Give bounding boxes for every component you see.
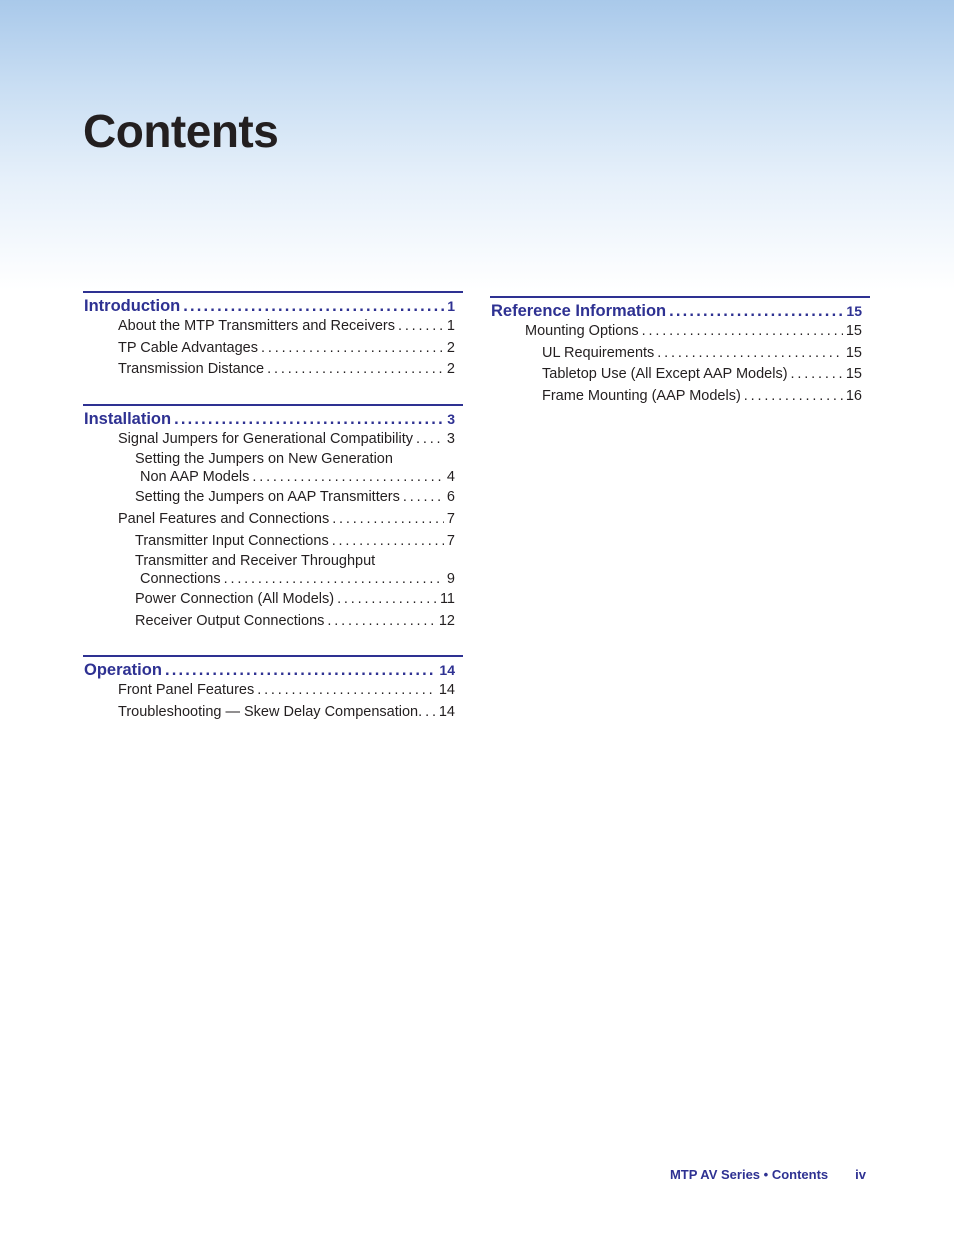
dot-leader bbox=[257, 680, 436, 702]
dot-leader bbox=[332, 509, 444, 531]
toc-entry[interactable] bbox=[490, 321, 870, 343]
dot-leader bbox=[425, 702, 436, 724]
section-title: Reference Information bbox=[491, 302, 667, 320]
dot-leader bbox=[174, 410, 444, 429]
entry-label: Transmission Distance bbox=[118, 361, 265, 378]
entry-label: Power Connection (All Models) bbox=[135, 591, 335, 608]
dot-leader bbox=[744, 386, 843, 408]
dot-leader bbox=[252, 468, 444, 487]
toc-entry[interactable] bbox=[490, 343, 870, 365]
dot-leader bbox=[327, 611, 435, 633]
toc-entry[interactable] bbox=[83, 338, 463, 360]
entry-label-line1: Setting the Jumpers on New Generation bbox=[135, 451, 393, 468]
entry-page-number: 2 bbox=[446, 361, 455, 378]
dot-leader bbox=[416, 429, 444, 451]
toc-entry[interactable] bbox=[83, 487, 463, 509]
entry-label-line2: Connections bbox=[140, 571, 221, 588]
entry-page-number: 6 bbox=[446, 489, 455, 506]
toc-section-operation bbox=[83, 655, 463, 723]
entry-page-number: 16 bbox=[845, 387, 862, 404]
entry-page-number: 14 bbox=[438, 703, 455, 720]
entry-label: Troubleshooting — Skew Delay Compensation. bbox=[118, 703, 423, 720]
dot-leader bbox=[403, 487, 444, 509]
toc-entry[interactable] bbox=[490, 364, 870, 386]
entry-label-line1: Transmitter and Receiver Throughput bbox=[135, 553, 376, 570]
dot-leader bbox=[183, 297, 444, 316]
dot-leader bbox=[261, 338, 444, 360]
section-page-number: 1 bbox=[447, 298, 455, 314]
toc-entry[interactable] bbox=[83, 680, 463, 702]
entry-label: Tabletop Use (All Except AAP Models) bbox=[542, 366, 788, 383]
entry-page-number: 14 bbox=[438, 682, 455, 699]
toc-entry[interactable] bbox=[83, 509, 463, 531]
dot-leader bbox=[337, 589, 437, 611]
dot-leader bbox=[657, 343, 843, 365]
entry-page-number: 1 bbox=[446, 318, 455, 334]
toc-section-installation bbox=[83, 404, 463, 633]
entry-page-number: 7 bbox=[446, 532, 455, 549]
toc-heading-introduction[interactable] bbox=[83, 291, 463, 315]
entry-label-line2: Non AAP Models bbox=[140, 469, 250, 486]
entry-label: About the MTP Transmitters and Receivers bbox=[118, 318, 395, 334]
entry-page-number: 2 bbox=[446, 339, 455, 356]
toc-heading-operation[interactable] bbox=[83, 655, 463, 679]
entry-page-number: 9 bbox=[446, 571, 455, 588]
toc-entry[interactable] bbox=[83, 531, 463, 553]
section-page-number: 15 bbox=[846, 303, 862, 319]
dot-leader bbox=[791, 364, 843, 386]
dot-leader bbox=[165, 661, 436, 680]
toc-entry[interactable] bbox=[83, 611, 463, 633]
toc-entry[interactable] bbox=[83, 316, 463, 338]
entry-label: Receiver Output Connections bbox=[135, 612, 325, 629]
toc-entry[interactable] bbox=[490, 386, 870, 408]
entry-page-number: 15 bbox=[845, 344, 862, 361]
entry-page-number: 4 bbox=[446, 469, 455, 486]
entry-label: Frame Mounting (AAP Models) bbox=[542, 387, 741, 404]
toc-heading-installation[interactable] bbox=[83, 404, 463, 428]
toc-entry[interactable] bbox=[83, 589, 463, 611]
entry-label: UL Requirements bbox=[542, 344, 655, 361]
entry-label: Front Panel Features bbox=[118, 682, 255, 699]
footer-page-number: iv bbox=[855, 1167, 866, 1182]
toc-entry-wrapped[interactable] bbox=[83, 552, 463, 589]
entry-label: Transmitter Input Connections bbox=[135, 532, 329, 549]
section-title: Installation bbox=[84, 409, 172, 428]
toc-entry-wrapped[interactable] bbox=[83, 450, 463, 487]
toc-entry[interactable] bbox=[83, 429, 463, 451]
entry-page-number: 15 bbox=[845, 366, 862, 383]
toc-entry[interactable] bbox=[83, 702, 463, 724]
section-title: Introduction bbox=[84, 297, 181, 315]
entry-page-number: 7 bbox=[446, 510, 455, 527]
entry-label: Signal Jumpers for Generational Compatibility bbox=[118, 430, 413, 447]
entry-label: Mounting Options bbox=[525, 323, 639, 339]
dot-leader bbox=[669, 302, 843, 321]
dot-leader bbox=[267, 359, 444, 381]
entry-label: TP Cable Advantages bbox=[118, 339, 258, 356]
dot-leader bbox=[224, 570, 444, 589]
toc-heading-reference[interactable] bbox=[490, 296, 870, 320]
toc-section-introduction bbox=[83, 291, 463, 381]
entry-page-number: 15 bbox=[845, 323, 862, 339]
page-title: Contents bbox=[83, 105, 279, 157]
section-title: Operation bbox=[84, 661, 162, 680]
toc-right-column bbox=[490, 296, 870, 407]
footer-doc-title: MTP AV Series • Contents bbox=[669, 1167, 829, 1182]
dot-leader bbox=[642, 321, 843, 343]
entry-page-number: 3 bbox=[446, 430, 455, 447]
entry-label: Setting the Jumpers on AAP Transmitters bbox=[135, 489, 400, 506]
page-footer bbox=[670, 1167, 866, 1182]
dot-leader bbox=[398, 316, 444, 338]
section-page-number: 3 bbox=[447, 410, 455, 427]
section-page-number: 14 bbox=[439, 662, 455, 679]
entry-label: Panel Features and Connections bbox=[118, 510, 330, 527]
toc-section-reference bbox=[490, 296, 870, 407]
toc-entry[interactable] bbox=[83, 359, 463, 381]
entry-page-number: 12 bbox=[438, 612, 455, 629]
toc-left-column bbox=[83, 291, 463, 724]
dot-leader bbox=[332, 531, 444, 553]
entry-page-number: 11 bbox=[439, 591, 455, 608]
